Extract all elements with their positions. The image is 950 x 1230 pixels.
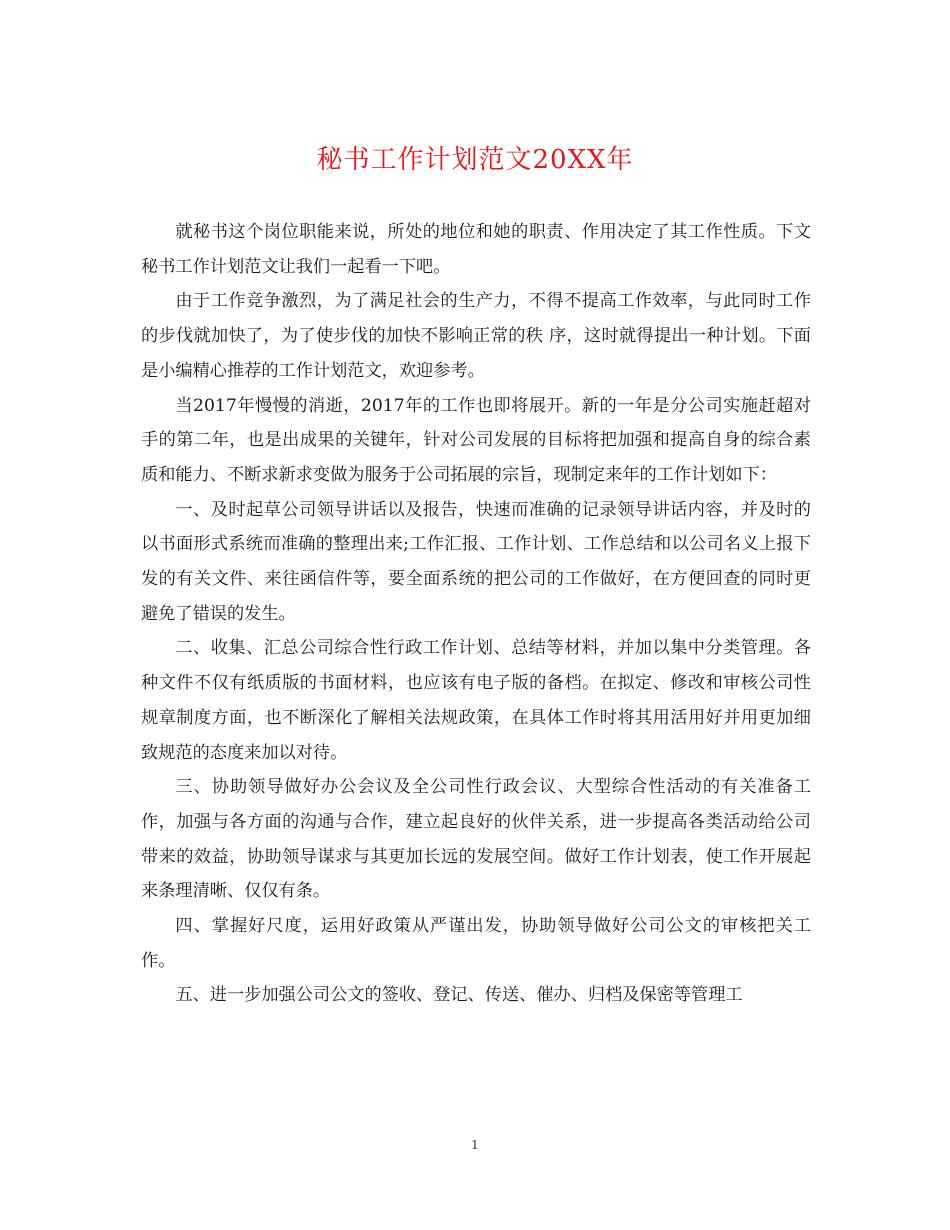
document-body xyxy=(141,215,811,1013)
paragraph: 五、进一步加强公司公文的签收、登记、传送、催办、归档及保密等管理工 xyxy=(175,985,743,1006)
paragraph: 当2017年慢慢的消逝，2017年的工作也即将展开。新的一年是分公司实施赶超对手的第二年，也是出成果的关键年，针对公司发展的目标将把加强和提高自身的综合素质和能力、不断求新求变做为服务于公司拓展的宗旨，现制定来年的工作计划如下： xyxy=(141,395,811,485)
paragraph: 四、掌握好尺度，运用好政策从严谨出发，协助领导做好公司公文的审核把关工作。 xyxy=(141,916,811,971)
paragraph: 三、协助领导做好办公会议及全公司性行政会议、大型综合性活动的有关准备工作，加强与各方面的沟通与合作，建立起良好的伙伴关系，进一步提高各类活动给公司带来的效益，协助领导谋求与其更加长远的发展空间。做好工作计划表，使工作开展起来条理清晰、仅仅有条。 xyxy=(141,777,811,902)
paragraph: 二、收集、汇总公司综合性行政工作计划、总结等材料，并加以集中分类管理。各种文件不仅有纸质版的书面材料，也应该有电子版的备档。在拟定、修改和审核公司性规章制度方面，也不断深化了解相关法规政策，在具体工作时将其用活用好并用更加细致规范的态度来加以对待。 xyxy=(141,638,811,763)
document-title: 秘书工作计划范文20XX年 xyxy=(316,145,634,175)
paragraph: 一、及时起草公司领导讲话以及报告，快速而准确的记录领导讲话内容，并及时的以书面形式系统而准确的整理出来;工作汇报、工作计划、工作总结和以公司名义上报下发的有关文件、来往函信件等，要全面系统的把公司的工作做好，在方便回查的同时更避免了错误的发生。 xyxy=(141,499,811,624)
paragraph: 由于工作竞争激烈，为了满足社会的生产力，不得不提高工作效率，与此同时工作的步伐就加快了，为了使步伐的加快不影响正常的秩 序，这时就得提出一种计划。下面是小编精心推荐的工作计划范文，欢迎参考。 xyxy=(141,291,811,381)
page-number: 1 xyxy=(471,1138,479,1152)
paragraph: 就秘书这个岗位职能来说，所处的地位和她的职责、作用决定了其工作性质。下文秘书工作计划范文让我们一起看一下吧。 xyxy=(141,222,811,277)
